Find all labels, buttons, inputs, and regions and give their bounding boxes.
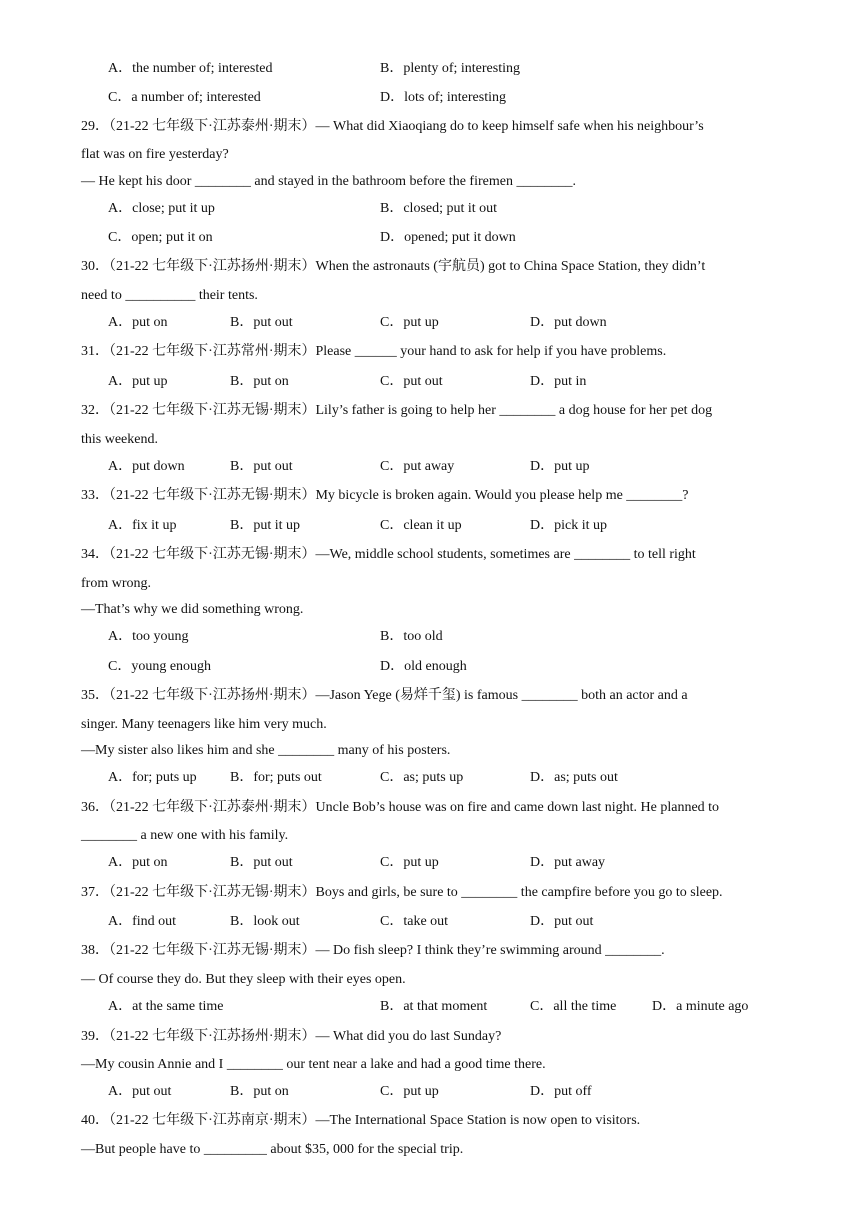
q31-option-a: A．put up <box>108 374 168 389</box>
q39-option-d: D．put off <box>530 1084 592 1099</box>
q40-stem-line-1: 40．（21-22 七年级下·江苏南京·期末）—The International Space Station is now open to visitors. <box>81 1113 641 1128</box>
q32-option-a: A．put down <box>108 459 185 474</box>
q31-option-b: B．put on <box>230 374 289 389</box>
q30-option-b: B．put out <box>230 315 293 330</box>
q28-option-d: D．lots of; interesting <box>380 90 506 105</box>
q30-option-d: D．put down <box>530 315 607 330</box>
q35-option-c: C．as; puts up <box>380 770 464 785</box>
q36-option-c: C．put up <box>380 855 439 870</box>
q29-stem-line-1: 29．（21-22 七年级下·江苏泰州·期末）— What did Xiaoqiang do to keep himself safe when his neighbour’s <box>81 119 704 134</box>
q36-option-b: B．put out <box>230 855 293 870</box>
q30-option-c: C．put up <box>380 315 439 330</box>
q32-option-c: C．put away <box>380 459 455 474</box>
q29-option-d: D．opened; put it down <box>380 230 516 245</box>
q30-option-a: A．put on <box>108 315 168 330</box>
q33-option-d: D．pick it up <box>530 518 607 533</box>
q35-stem-line-1: 35．（21-22 七年级下·江苏扬州·期末）—Jason Yege (易烊千玺) is famous ________ both an actor and a <box>81 688 688 703</box>
q37-option-a: A．find out <box>108 914 177 929</box>
q28-option-b: B．plenty of; interesting <box>380 61 520 76</box>
q37-option-c: C．take out <box>380 914 449 929</box>
q34-stem-line-3: —That’s why we did something wrong. <box>81 602 304 617</box>
q35-option-b: B．for; puts out <box>230 770 322 785</box>
q39-option-a: A．put out <box>108 1084 172 1099</box>
q31-stem-line-1: 31．（21-22 七年级下·江苏常州·期末）Please ______ your hand to ask for help if you have problems. <box>81 344 667 359</box>
q34-stem-line-1: 34．（21-22 七年级下·江苏无锡·期末）—We, middle school students, sometimes are ________ to tell right <box>81 547 696 562</box>
q31-option-c: C．put out <box>380 374 443 389</box>
q38-stem-line-2: — Of course they do. But they sleep with their eyes open. <box>81 972 406 987</box>
q30-stem-line-2: need to __________ their tents. <box>81 288 258 303</box>
q29-option-c: C．open; put it on <box>108 230 213 245</box>
q36-stem-line-1: 36．（21-22 七年级下·江苏泰州·期末）Uncle Bob’s house was on fire and came down last night. He planned to <box>81 800 720 815</box>
q39-stem-line-1: 39．（21-22 七年级下·江苏扬州·期末）— What did you do last Sunday? <box>81 1029 502 1044</box>
q39-option-c: C．put up <box>380 1084 439 1099</box>
q33-option-b: B．put it up <box>230 518 301 533</box>
q39-stem-line-2: —My cousin Annie and I ________ our tent near a lake and had a good time there. <box>81 1057 546 1072</box>
q32-stem-line-2: this weekend. <box>81 432 158 447</box>
q32-stem-line-1: 32．（21-22 七年级下·江苏无锡·期末）Lily’s father is going to help her ________ a dog house for her pet dog <box>81 403 713 418</box>
q29-stem-line-2: flat was on fire yesterday? <box>81 147 229 162</box>
q38-option-c: C．all the time <box>530 999 617 1014</box>
q39-option-b: B．put on <box>230 1084 289 1099</box>
q37-stem-line-1: 37．（21-22 七年级下·江苏无锡·期末）Boys and girls, be sure to ________ the campfire before you go to sleep. <box>81 885 723 900</box>
q31-option-d: D．put in <box>530 374 587 389</box>
q38-option-d: D．a minute ago <box>652 999 749 1014</box>
q28-option-c: C．a number of; interested <box>108 90 261 105</box>
q32-option-d: D．put up <box>530 459 590 474</box>
q33-option-c: C．clean it up <box>380 518 462 533</box>
q34-option-b: B．too old <box>380 629 443 644</box>
q36-option-d: D．put away <box>530 855 606 870</box>
q28-option-a: A．the number of; interested <box>108 61 273 76</box>
q37-option-d: D．put out <box>530 914 594 929</box>
q33-option-a: A．fix it up <box>108 518 177 533</box>
q37-option-b: B．look out <box>230 914 300 929</box>
q35-option-a: A．for; puts up <box>108 770 197 785</box>
q38-option-a: A．at the same time <box>108 999 224 1014</box>
q34-option-d: D．old enough <box>380 659 467 674</box>
q34-option-a: A．too young <box>108 629 189 644</box>
q34-option-c: C．young enough <box>108 659 212 674</box>
q35-option-d: D．as; puts out <box>530 770 618 785</box>
q29-option-a: A．close; put it up <box>108 201 215 216</box>
q40-stem-line-2: —But people have to _________ about $35, 000 for the special trip. <box>81 1142 464 1157</box>
q36-stem-line-2: ________ a new one with his family. <box>81 828 289 843</box>
q35-stem-line-3: —My sister also likes him and she ________ many of his posters. <box>81 743 451 758</box>
q38-option-b: B．at that moment <box>380 999 488 1014</box>
q33-stem-line-1: 33．（21-22 七年级下·江苏无锡·期末）My bicycle is broken again. Would you please help me ________? <box>81 488 689 503</box>
q32-option-b: B．put out <box>230 459 293 474</box>
q36-option-a: A．put on <box>108 855 168 870</box>
q35-stem-line-2: singer. Many teenagers like him very much. <box>81 717 327 732</box>
q34-stem-line-2: from wrong. <box>81 576 151 591</box>
q38-stem-line-1: 38．（21-22 七年级下·江苏无锡·期末）— Do fish sleep? I think they’re swimming around ________. <box>81 943 665 958</box>
q29-option-b: B．closed; put it out <box>380 201 498 216</box>
q29-stem-line-3: — He kept his door ________ and stayed in the bathroom before the firemen ________. <box>81 174 576 189</box>
q30-stem-line-1: 30．（21-22 七年级下·江苏扬州·期末）When the astronauts (宇航员) got to China Space Station, they didn’t <box>81 259 706 274</box>
